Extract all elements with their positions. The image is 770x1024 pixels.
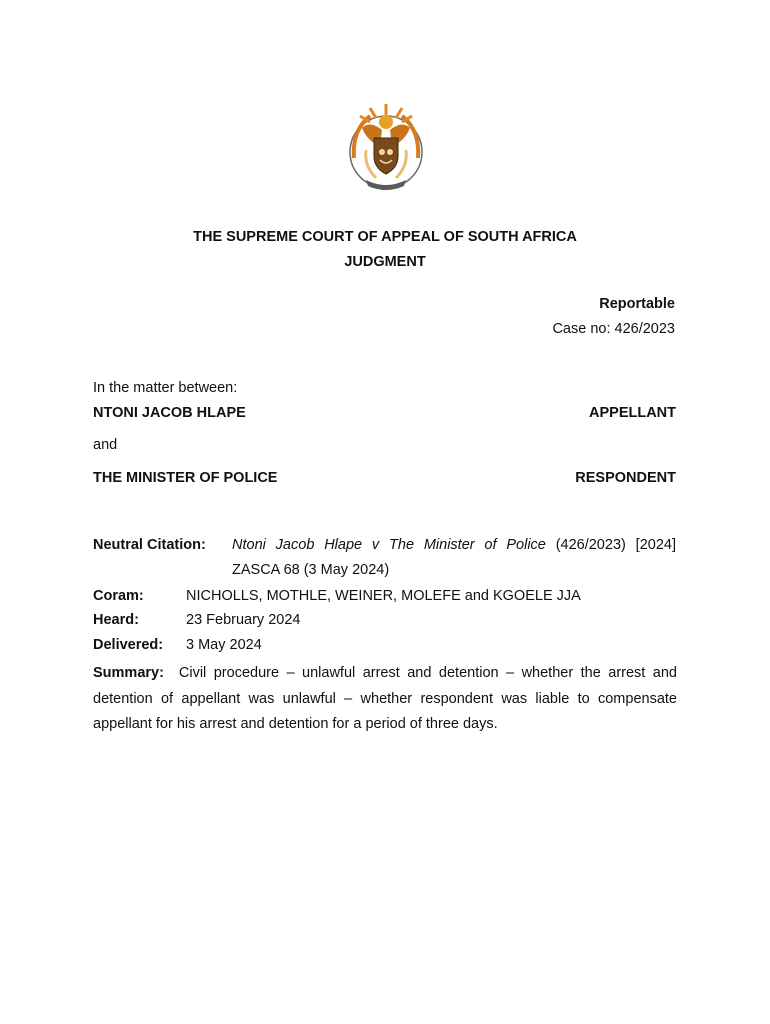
heard-value: 23 February 2024 xyxy=(186,612,301,628)
document-type-heading: JUDGMENT xyxy=(344,254,426,270)
summary-text: Civil procedure – unlawful arrest and detention – whether the arrest and detention of appellant was unlawful – whether respondent was liable to compensate appellant for his arrest and detention for a period of three days. xyxy=(93,665,677,732)
citation-continuation: ZASCA 68 (3 May 2024) xyxy=(232,562,390,578)
summary-paragraph xyxy=(93,661,677,738)
appellant-role: APPELLANT xyxy=(589,405,676,421)
coram-label: Coram: xyxy=(93,588,144,604)
coram-value: NICHOLLS, MOTHLE, WEINER, MOLEFE and KGOELE JJA xyxy=(186,588,581,604)
heard-label: Heard: xyxy=(93,612,139,628)
appellant-name: NTONI JACOB HLAPE xyxy=(93,405,246,421)
citation-reference: (426/2023) [2024] xyxy=(545,537,676,553)
citation-label: Neutral Citation: xyxy=(93,537,206,553)
delivered-label: Delivered: xyxy=(93,637,164,653)
respondent-name: THE MINISTER OF POLICE xyxy=(93,470,278,486)
south-africa-coat-of-arms-icon xyxy=(340,100,432,196)
respondent-role: RESPONDENT xyxy=(575,470,676,486)
parties-conjunction: and xyxy=(93,437,118,453)
reportable-label: Reportable xyxy=(599,296,675,312)
parties-intro: In the matter between: xyxy=(93,380,238,396)
court-name-heading: THE SUPREME COURT OF APPEAL OF SOUTH AFRICA xyxy=(193,229,577,245)
summary-label: Summary: xyxy=(93,665,164,681)
citation-value xyxy=(232,537,676,553)
case-number: Case no: 426/2023 xyxy=(552,321,675,337)
citation-case-name: Ntoni Jacob Hlape v The Minister of Police xyxy=(232,537,546,553)
delivered-value: 3 May 2024 xyxy=(186,637,262,653)
